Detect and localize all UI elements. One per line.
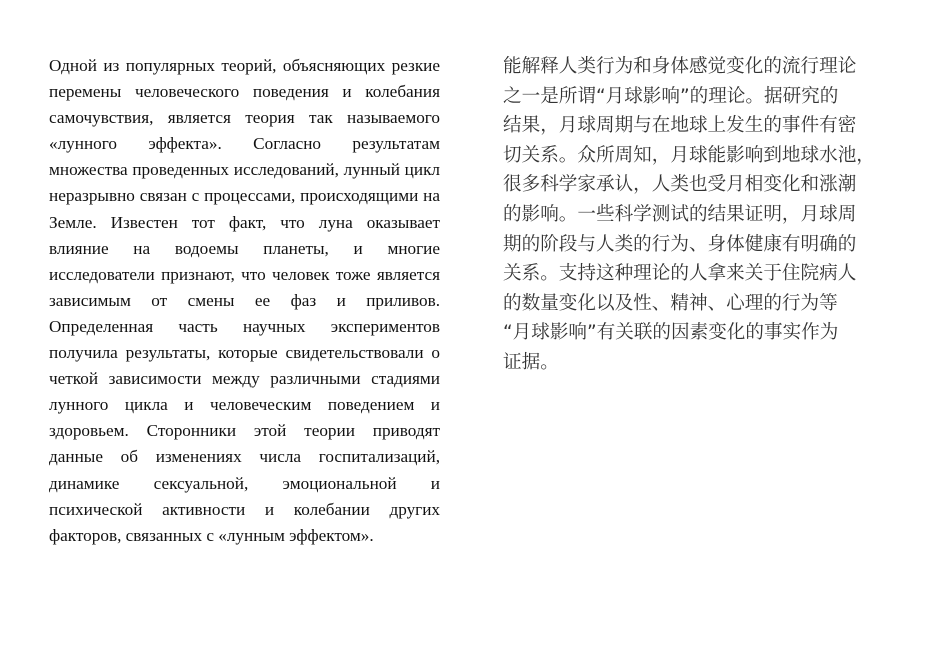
- chinese-text-line: 能解释人类行为和身体感觉变化的流行理论: [503, 56, 857, 77]
- chinese-text-line: 关系。支持这种理论的人拿来关于住院病人: [503, 263, 857, 285]
- chinese-text-line: 切关系。众所周知，月球能影响到地球水池，: [503, 144, 875, 166]
- chinese-text-line: 的数量变化以及性、精神、心理的行为等: [503, 292, 838, 314]
- chinese-text-line: 的影响。一些科学测试的结果证明，月球周: [503, 203, 857, 225]
- chinese-text-line: 期的阶段与人类的行为、身体健康有明确的: [503, 233, 857, 255]
- chinese-text-line: “月球影响”有关联的因素变化的事实作为: [503, 322, 839, 344]
- chinese-text-line: 结果，月球周期与在地球上发生的事件有密: [503, 115, 857, 137]
- russian-text-column: Одной из популярных теорий, объясняющих резкие перемены человеческого поведения и колебания самочувствия, является теория так называемого «лунного эффекта». Согласно результатам множества проведенных исследований, лунный цикл неразрывно связан с процессами, происходящими на Земле. Известен тот факт, что луна оказывает влияние на водоемы планеты, и многие исследователи признают, что человек тоже является зависимым от смены ее фаз и приливов. Определенная часть научных экспериментов получила результаты, которые свидетельствовали о четкой зависимости между различными стадиями лунного цикла и человеческим поведением и здоровьем. Сторонники этой теории приводят данные об изменениях числа госпитализаций, динамике сексуальной, эмоциональной и психической активности и колебании других факторов, связанных с «лунным эффектом».: [49, 56, 440, 545]
- chinese-text-column: [503, 52, 907, 378]
- chinese-text-line: 证据。: [503, 351, 559, 373]
- chinese-text-line: 很多科学家承认，人类也受月相变化和涨潮: [503, 174, 857, 196]
- chinese-text-line: 之一是所谓“月球影响”的理论。据研究的: [503, 85, 839, 107]
